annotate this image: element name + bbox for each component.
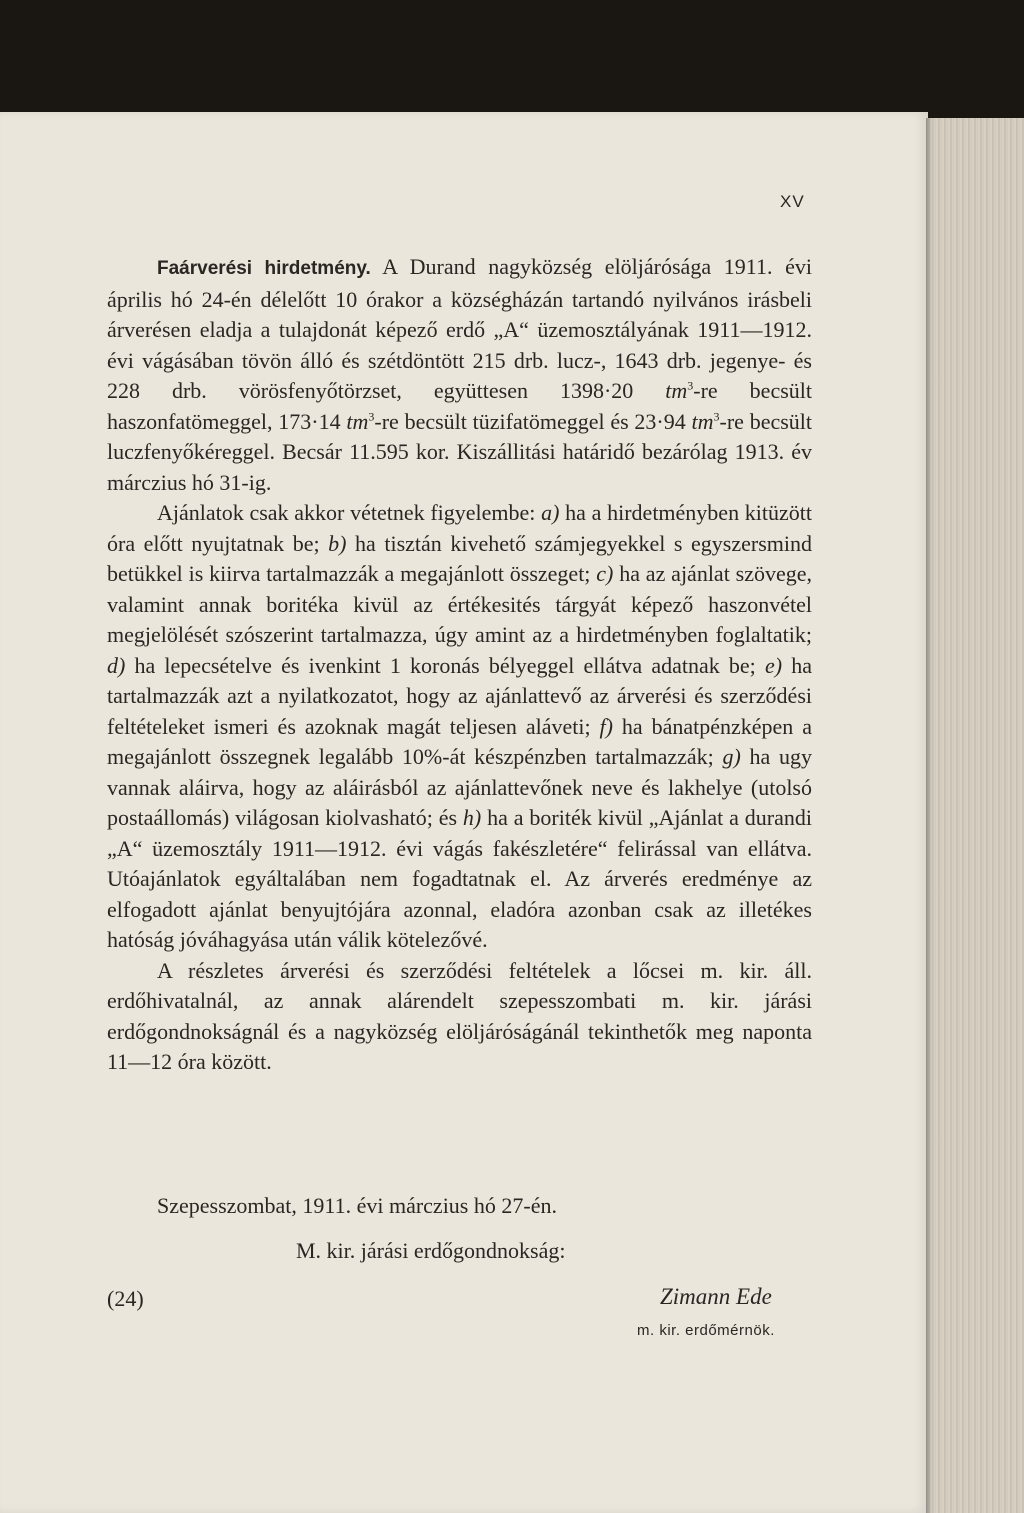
notice-paragraph-1 — [107, 252, 812, 498]
book-page-edges — [928, 118, 1024, 1513]
unit-exponent: 3 — [368, 409, 375, 424]
notice-text: ha az ajánlat szövege, valamint annak boritéka kivül az értékesités tárgyát képező haszonvétel megjelölését szószerint tartalmazza, úgy amint az a hirdetményben foglaltatik; — [107, 561, 813, 647]
notice-paragraph-3: A részletes árverési és szerződési feltételek a lőcsei m. kir. áll. erdőhivatalnál, az annak alárendelt szepesszombati m. kir. járási erdőgondnokságnál és a nagyközség elöljáróságánál tekinthetők meg naponta 11—12 óra között. — [107, 957, 812, 1074]
list-marker: g) — [722, 744, 741, 769]
notice-body — [107, 252, 812, 1078]
notice-title: Faárverési hirdetmény. — [157, 258, 371, 279]
notice-text: -re becsült haszonfatömeggel, 173·14 — [107, 378, 812, 434]
unit-tm: tm — [691, 408, 714, 434]
notice-text: ha lepecsételve és ivenkint 1 koronás bélyeggel ellátva adatnak be; — [125, 652, 765, 678]
notice-text: ha bánatpénzképen a megajánlott összegnek legalább 10%-át készpénzben tartalmazzák; — [107, 713, 813, 769]
notice-text: ha a boriték kivül „Ajánlat a durandi „A“ üzemosztály 1911—1912. évi vágás fakészletére“ felirással van ellátva. Utóajánlatok egyáltalában nem fogadtatnak el. Az árverés eredménye az elfogadott ajánlat benyujtójára azonnal, eladóra azonban csak az illetékes hatóság jóváhagyása után válik kötelezővé. — [107, 805, 813, 952]
page-gutter-shadow — [926, 118, 932, 1513]
page-number: XV — [780, 192, 805, 211]
signatory-title: m. kir. erdőmérnök. — [637, 1322, 775, 1339]
list-marker: c) — [596, 561, 614, 586]
notice-text: ha tisztán kivehető számjegyekkel s egyszersmind betükkel is kiirva tartalmazzák a megajánlott összeget; — [107, 530, 813, 586]
notice-number: (24) — [107, 1286, 144, 1311]
list-marker: e) — [764, 652, 783, 678]
notice-text: -re becsült tüzifatömeggel és 23·94 — [374, 408, 692, 434]
list-marker: b) — [328, 530, 347, 556]
list-marker: f) — [599, 713, 613, 739]
notice-text: ha ugy vannak aláirva, hogy az aláirásból az ajánlattevőnek neve és lakhelye (utolsó postaállomás) világosan kiolvasható; és — [107, 744, 813, 830]
place-date-line: Szepesszombat, 1911. évi márczius hó 27-én. — [157, 1193, 557, 1218]
list-marker: d) — [107, 652, 126, 678]
notice-text: ha a hirdetményben kitüzött óra előtt nyujtatnak be; — [107, 500, 812, 556]
notice-text: -re becsült luczfenyőkéreggel. Becsár 11.595 kor. Kiszállitási határidő bezárólag 1913. év márczius hó 31-ig. — [107, 408, 813, 495]
unit-tm: tm — [346, 408, 369, 434]
list-marker: a) — [541, 500, 560, 525]
list-marker: h) — [462, 805, 482, 830]
unit-exponent: 3 — [713, 409, 720, 424]
signature-name: Zimann Ede — [660, 1284, 772, 1309]
unit-tm: tm — [665, 378, 688, 403]
notice-paragraph-2 — [107, 498, 812, 956]
unit-exponent: 3 — [687, 378, 694, 393]
notice-text: A Durand nagyközség elöljárósága 1911. évi április hó 24-én délelőtt 10 órakor a községházán tartandó nyilvános irásbeli árverésen eladja a tulajdonát képező erdő „A“ üzemosztályának 1911—1912. évi vágásában tövön álló és szétdöntött 215 drb. lucz-, 1643 drb. jegenye- és 228 drb. vörösfenyőtörzset, együttesen 1398·20 — [107, 254, 812, 403]
notice-text: ha tartalmazzák azt a nyilatkozatot, hogy az ajánlattevő az árverési és szerződési feltételeket ismeri és azoknak magát teljesen aláveti; — [107, 652, 812, 739]
notice-text: Ajánlatok csak akkor vétetnek figyelembe: — [157, 500, 542, 525]
issuing-office: M. kir. járási erdőgondnokság: — [296, 1238, 566, 1263]
